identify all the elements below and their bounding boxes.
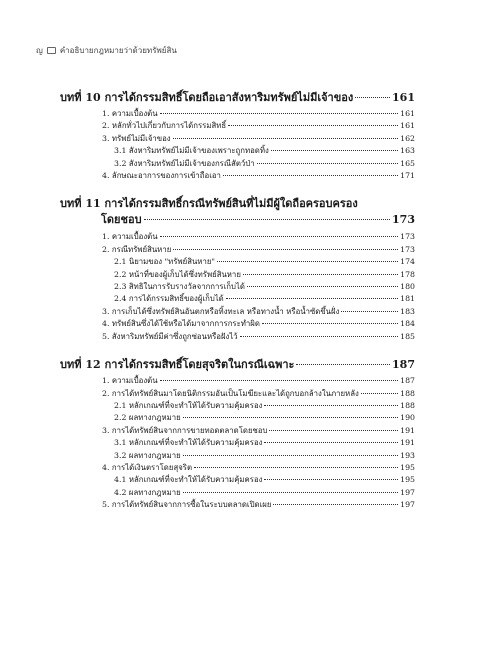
entry-text: 4. ลักษณะอาการของการเข้าถือเอา: [102, 171, 221, 181]
entry-page: 191: [400, 425, 415, 435]
chapter-heading: [60, 90, 415, 105]
entry-text: 5. การได้ทรัพย์สินจากการซื้อในระบบตลาดเปิดเผย: [102, 500, 272, 510]
book-title: คำอธิบายกฎหมายว่าด้วยทรัพย์สิน: [59, 46, 177, 55]
toc-entry: [60, 269, 415, 281]
entry-page: 184: [400, 319, 415, 329]
entry-text: 1. ความเบื้องต้น: [102, 376, 158, 386]
dot-leader: [160, 113, 399, 114]
entry-text: 1. ความเบื้องต้น: [102, 232, 158, 242]
chapter-12: [60, 357, 415, 511]
dot-leader: [269, 430, 398, 431]
entry-page: 163: [400, 146, 415, 156]
entry-text: 1. ความเบื้องต้น: [102, 109, 158, 118]
toc-entry: [60, 306, 415, 318]
dot-leader: [228, 125, 398, 126]
toc-entry: [60, 170, 415, 182]
dot-leader: [160, 236, 399, 237]
toc-entry: [60, 462, 415, 474]
dot-leader: [264, 442, 398, 443]
dot-leader: [271, 150, 398, 151]
entry-text: 3. การเก็บได้ซึ่งทรัพย์สินอันตกหรือทิ้งทะเล หรือทางน้ำ หรือน้ำซัดขึ้นฝั่ง: [102, 306, 340, 316]
dot-leader: [240, 336, 398, 337]
chapter-page: 187: [392, 358, 415, 372]
dot-leader: [183, 455, 398, 456]
toc-entry: [60, 388, 415, 400]
entry-text: 3. ทรัพย์ไม่มีเจ้าของ: [102, 133, 171, 143]
toc-entry: [60, 256, 415, 268]
entry-page: 191: [400, 438, 415, 448]
toc-entry: [60, 474, 415, 486]
entry-page: 188: [400, 388, 415, 398]
dot-leader: [194, 467, 398, 468]
entry-page: 195: [400, 462, 415, 472]
running-header: [36, 44, 443, 57]
toc-entry: [60, 133, 415, 145]
entry-text: 4.2 ผลทางกฎหมาย: [114, 487, 181, 497]
entry-page: 173: [400, 244, 415, 254]
entry-text: 4. การได้เงินตราโดยสุจริต: [102, 462, 193, 472]
toc-entry: [60, 244, 415, 256]
toc-entry: [60, 331, 415, 343]
table-of-contents: [60, 90, 415, 512]
entry-text: 2.3 สิทธิในการรับรางวัลจากการเก็บได้: [114, 282, 245, 292]
dot-leader: [355, 97, 390, 98]
chapter-label: บทที่ 10: [60, 91, 101, 104]
entry-page: 190: [400, 413, 415, 423]
toc-entry: [60, 412, 415, 424]
toc-entry: [60, 281, 415, 293]
toc-entry: [60, 487, 415, 499]
entry-page: 161: [400, 109, 415, 118]
entry-text: 3.2 สังหาริมทรัพย์ไม่มีเจ้าของกรณีสัตว์ป่า: [114, 158, 255, 168]
toc-entry: [60, 375, 415, 387]
toc-entry: [60, 499, 415, 511]
dot-leader: [264, 405, 398, 406]
chapter-10: [60, 90, 415, 182]
entry-list: [60, 231, 415, 343]
chapter-page: 173: [392, 213, 415, 227]
dot-leader: [262, 323, 398, 324]
dot-leader: [173, 249, 398, 250]
chapter-title-continued: โดยชอบ: [101, 213, 142, 227]
entry-text: 2.2 ผลทางกฎหมาย: [114, 413, 181, 423]
dot-leader: [223, 175, 398, 176]
entry-page: 180: [400, 282, 415, 292]
dot-leader: [296, 364, 390, 365]
chapter-label: บทที่ 11: [60, 197, 101, 211]
chapter-heading: [60, 357, 415, 372]
entry-text: 2. หลักทั่วไปเกี่ยวกับการได้กรรมสิทธิ์: [102, 121, 227, 131]
toc-entry: [60, 293, 415, 305]
entry-text: 3.1 สังหาริมทรัพย์ไม่มีเจ้าของเพราะถูกทอดทิ้ง: [114, 146, 269, 156]
dot-leader: [183, 492, 398, 493]
entry-page: 162: [400, 133, 415, 143]
toc-entry: [60, 450, 415, 462]
toc-entry: [60, 425, 415, 437]
toc-entry: [60, 318, 415, 330]
entry-text: 4.1 หลักเกณฑ์ที่จะทำให้ได้รับความคุ้มครอง: [114, 475, 263, 485]
entry-text: 2. การได้ทรัพย์สินมาโดยนิติกรรมอันเป็นโมฆียะและได้ถูกบอกล้างในภายหลัง: [102, 388, 359, 398]
entry-text: 3. การได้ทรัพย์สินจากการขายทอดตลาดโดยชอบ: [102, 425, 268, 435]
chapter-page: 161: [392, 91, 415, 104]
dot-leader: [144, 219, 390, 220]
entry-text: 2.4 การได้กรรมสิทธิ์ของผู้เก็บได้: [114, 294, 224, 304]
dot-leader: [173, 138, 399, 139]
dot-leader: [247, 286, 398, 287]
entry-text: 3.1 หลักเกณฑ์ที่จะทำให้ได้รับความคุ้มครอง: [114, 438, 263, 448]
toc-entry: [60, 231, 415, 243]
entry-page: 171: [400, 171, 415, 181]
dot-leader: [273, 504, 398, 505]
dot-leader: [361, 393, 398, 394]
chapter-11: [60, 196, 415, 343]
chapter-heading-continued: [60, 212, 415, 228]
entry-page: 197: [400, 500, 415, 510]
dot-leader: [160, 380, 399, 381]
toc-entry: [60, 120, 415, 132]
entry-text: 2.2 หน้าที่ของผู้เก็บได้ซึ่งทรัพย์สินหาย: [114, 269, 241, 279]
entry-text: 5. สังหาริมทรัพย์มีค่าซึ่งถูกซ่อนหรือฝังไว้: [102, 331, 238, 341]
toc-entry: [60, 145, 415, 157]
entry-page: 187: [400, 376, 415, 386]
book-icon: [47, 47, 56, 54]
entry-text: 2.1 นิยามของ "ทรัพย์สินหาย": [114, 257, 215, 267]
entry-text: 4. ทรัพย์สินซึ่งได้ใช้หรือได้มาจากการกระทำผิด: [102, 319, 260, 329]
entry-page: 185: [400, 331, 415, 341]
entry-page: 181: [400, 294, 415, 304]
entry-page: 183: [400, 306, 415, 316]
toc-entry: [60, 158, 415, 170]
entry-page: 195: [400, 475, 415, 485]
entry-text: 3.2 ผลทางกฎหมาย: [114, 450, 181, 460]
entry-page: 193: [400, 450, 415, 460]
chapter-title: การได้กรรมสิทธิ์กรณีทรัพย์สินที่ไม่มีผู้ใดถือครอบครอง: [104, 197, 358, 211]
toc-entry: [60, 108, 415, 120]
entry-page: 178: [400, 269, 415, 279]
entry-page: 173: [400, 232, 415, 242]
entry-page: 197: [400, 487, 415, 497]
dot-leader: [183, 417, 398, 418]
chapter-heading: [60, 196, 415, 212]
chapter-title: การได้กรรมสิทธิ์โดยถือเอาสังหาริมทรัพย์ไม่มีเจ้าของ: [104, 91, 354, 104]
entry-page: 161: [400, 121, 415, 131]
page-label: ญ: [36, 46, 43, 55]
entry-text: 2.1 หลักเกณฑ์ที่จะทำให้ได้รับความคุ้มครอง: [114, 400, 263, 410]
dot-leader: [226, 298, 398, 299]
entry-text: 2. กรณีทรัพย์สินหาย: [102, 244, 172, 254]
chapter-label: บทที่ 12: [60, 358, 101, 372]
dot-leader: [217, 261, 398, 262]
dot-leader: [243, 274, 398, 275]
dot-leader: [257, 163, 398, 164]
entry-page: 165: [400, 158, 415, 168]
dot-leader: [341, 311, 398, 312]
toc-entry: [60, 400, 415, 412]
dot-leader: [264, 479, 398, 480]
toc-entry: [60, 437, 415, 449]
entry-page: 188: [400, 400, 415, 410]
chapter-title: การได้กรรมสิทธิ์โดยสุจริตในกรณีเฉพาะ: [104, 358, 295, 372]
entry-page: 174: [400, 257, 415, 267]
entry-list: [60, 375, 415, 511]
entry-list: [60, 108, 415, 182]
